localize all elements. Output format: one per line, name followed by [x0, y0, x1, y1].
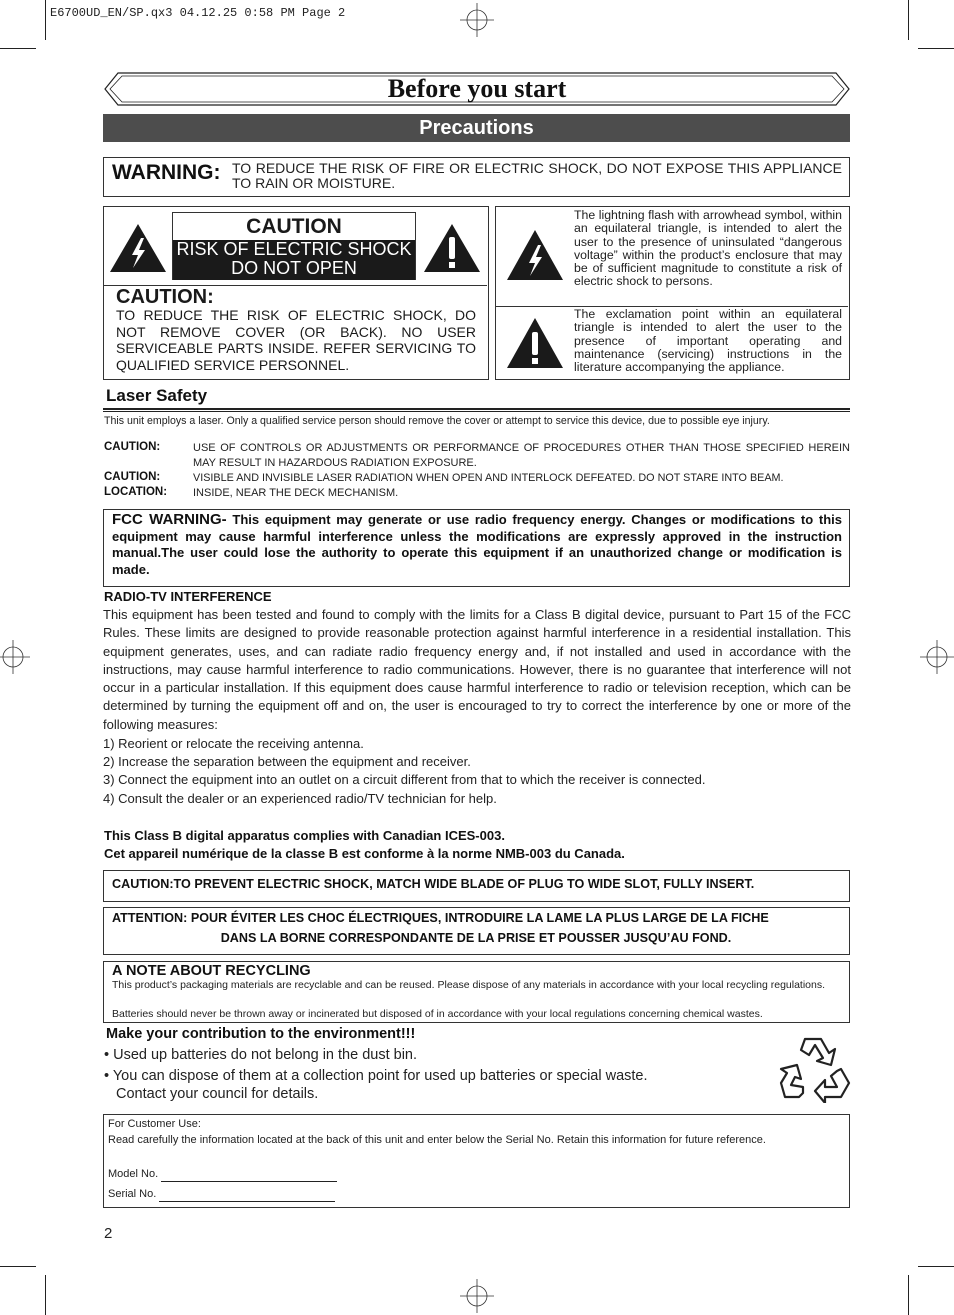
laser-rule: [103, 408, 850, 410]
model-number-label: Model No.: [108, 1168, 159, 1180]
laser-caution1-text: USE OF CONTROLS OR ADJUSTMENTS OR PERFORMANCE OF PROCEDURES OTHER THAN THOSE SPECIFIED HEREIN MAY RESULT IN HAZARDOUS RADIATION EXPOSURE.: [193, 442, 850, 469]
caution-text: TO REDUCE THE RISK OF ELECTRIC SHOCK, DO NOT REMOVE COVER (OR BACK). NO USER SERVICEABLE PARTS INSIDE. REFER SERVICING TO QUALIFIED SERVICE PERSONNEL.: [116, 307, 476, 373]
crop-mark: [908, 0, 909, 40]
canada-english: This Class B digital apparatus complies with Canadian ICES-003.: [104, 828, 505, 843]
recycling-text-2: Batteries should never be thrown away or incinerated but disposed of in accordance with your local regulations concerning chemical wastes.: [112, 1008, 763, 1020]
lightning-description: The lightning flash with arrowhead symbol, within an equilateral triangle, is intended to alert the user to the presence of uninsulated “dangerous voltage” within the product’s enclosure that may be of sufficient magnitude to constitute a risk of electric shock to persons.: [574, 208, 842, 289]
model-number-line[interactable]: [161, 1168, 337, 1182]
radio-tv-heading: RADIO-TV INTERFERENCE: [104, 589, 272, 604]
laser-caution2-label: CAUTION:: [104, 471, 161, 483]
warning-label: WARNING:: [112, 161, 221, 184]
model-number-field[interactable]: [108, 1166, 337, 1182]
canada-french: Cet appareil numérique de la classe B est conforme à la norme NMB-003 du Canada.: [104, 846, 625, 861]
electric-shock-warning-icon: [108, 222, 168, 274]
fcc-warning-box: [103, 509, 850, 587]
environment-bullet-1: • Used up batteries do not belong in the dust bin.: [104, 1047, 418, 1063]
plug-caution-box: [103, 870, 850, 902]
registration-mark-icon: [0, 640, 30, 674]
crop-mark: [0, 1266, 36, 1267]
fcc-text: This equipment may generate or use radio frequency energy. Changes or modifications to this equipment may cause harmful interference unless the modifications are expressly approved in the instruction manual.The user could lose the authority to operate this equipment if an unauthorized change or modification is made.: [112, 512, 842, 577]
environment-bullet-2: • You can dispose of them at a collection point for used up batteries or special waste.: [104, 1068, 648, 1084]
attention-line1: ATTENTION: POUR ÉVITER LES CHOC ÉLECTRIQUES, INTRODUIRE LA LAME LA PLUS LARGE DE LA FICHE: [112, 911, 769, 925]
exclamation-symbol-icon: [505, 316, 565, 370]
laser-caution1-label: CAUTION:: [104, 441, 161, 453]
laser-caution2-text: VISIBLE AND INVISIBLE LASER RADIATION WHEN OPEN AND INTERLOCK DEFEATED. DO NOT STARE INTO BEAM.: [193, 472, 784, 484]
exclamation-warning-icon: [422, 222, 482, 274]
crop-mark: [918, 48, 954, 49]
crop-mark: [918, 1266, 954, 1267]
risk-line: RISK OF ELECTRIC SHOCK: [176, 239, 412, 259]
do-not-open-line: DO NOT OPEN: [231, 258, 357, 278]
exclamation-description: The exclamation point within an equilateral triangle is intended to alert the user to the presence of important operating and maintenance (servicing) instructions in the literature accompanying the appliance.: [574, 307, 842, 375]
radio-tv-paragraph: This equipment has been tested and found to comply with the limits for a Class B digital device, pursuant to Part 15 of the FCC Rules. These limits are designed to provide reasonable protection against harmful interference in a residential installation. This equipment generates, uses, and can radiate radio frequency energy and, if not installed and used in accordance with the instructions, may cause harmful interference to radio communications. However, there is no guarantee that interference will not occur in a particular installation. If this equipment does cause harmful interference to radio or television reception, which can be determined by turning the equipment off and on, the user is encouraged to try to correct the interference by one or more of the following measures:: [103, 607, 851, 732]
customer-heading: For Customer Use:: [108, 1118, 201, 1130]
attention-line2: DANS LA BORNE CORRESPONDANTE DE LA PRISE ET POUSSER JUSQU’AU FOND.: [220, 931, 732, 945]
fcc-label: FCC WARNING-: [112, 511, 227, 528]
laser-location-text: INSIDE, NEAR THE DECK MECHANISM.: [193, 487, 399, 499]
caution-black-band: [173, 240, 415, 280]
section-title: Precautions: [103, 114, 850, 142]
environment-heading: Make your contribution to the environment!!!: [106, 1026, 416, 1042]
fcc-warning: [112, 512, 842, 578]
crop-mark: [0, 48, 36, 49]
attention-box: [103, 907, 850, 955]
laser-location-label: LOCATION:: [104, 486, 168, 498]
print-header: E6700UD_EN/SP.qx3 04.12.25 0:58 PM Page 2: [50, 6, 346, 20]
laser-rule-thin: [103, 411, 850, 412]
environment-bullet-2-cont: Contact your council for details.: [116, 1086, 319, 1102]
recycling-box: [103, 961, 850, 1023]
lightning-symbol-icon: [505, 228, 565, 282]
warning-box: [103, 157, 850, 197]
crop-mark: [45, 0, 46, 40]
measure-item: 2) Increase the separation between the equipment and receiver.: [103, 754, 471, 769]
plug-caution-text: CAUTION:TO PREVENT ELECTRIC SHOCK, MATCH WIDE BLADE OF PLUG TO WIDE SLOT, FULLY INSERT.: [112, 877, 755, 891]
recycling-heading: A NOTE ABOUT RECYCLING: [112, 963, 311, 979]
serial-number-line[interactable]: [159, 1188, 335, 1202]
laser-intro: This unit employs a laser. Only a qualified service person should remove the cover or attempt to service this device, due to possible eye injury.: [104, 415, 770, 427]
serial-number-field[interactable]: [108, 1186, 335, 1202]
crop-mark: [45, 1275, 46, 1315]
caution-label: CAUTION:: [116, 286, 214, 308]
serial-number-label: Serial No.: [108, 1188, 157, 1200]
page-title: Before you start: [387, 74, 567, 103]
warning-text: TO REDUCE THE RISK OF FIRE OR ELECTRIC SHOCK, DO NOT EXPOSE THIS APPLIANCE TO RAIN OR MOISTURE.: [232, 160, 842, 191]
registration-mark-icon: [920, 640, 954, 674]
registration-mark-icon: [460, 1279, 494, 1313]
customer-instructions: Read carefully the information located at the back of this unit and enter below the Serial No. Retain this information for future reference.: [108, 1134, 766, 1146]
measure-item: 3) Connect the equipment into an outlet on a circuit different from that to which the receiver is connected.: [103, 772, 706, 787]
laser-safety-heading: Laser Safety: [106, 386, 208, 405]
measure-item: 4) Consult the dealer or an experienced radio/TV technician for help.: [103, 791, 497, 806]
measure-item: 1) Reorient or relocate the receiving antenna.: [103, 736, 364, 751]
caution-label-box: [172, 212, 416, 280]
customer-box: [103, 1114, 850, 1208]
crop-mark: [908, 1275, 909, 1315]
caution-heading: CAUTION: [246, 214, 342, 238]
page-number: 2: [104, 1225, 113, 1242]
recycle-icon: [779, 1033, 851, 1103]
registration-mark-icon: [460, 3, 494, 37]
recycling-text-1: This product’s packaging materials are recyclable and can be reused. Please dispose of any materials in accordance with your local recycling regulations.: [112, 979, 826, 991]
